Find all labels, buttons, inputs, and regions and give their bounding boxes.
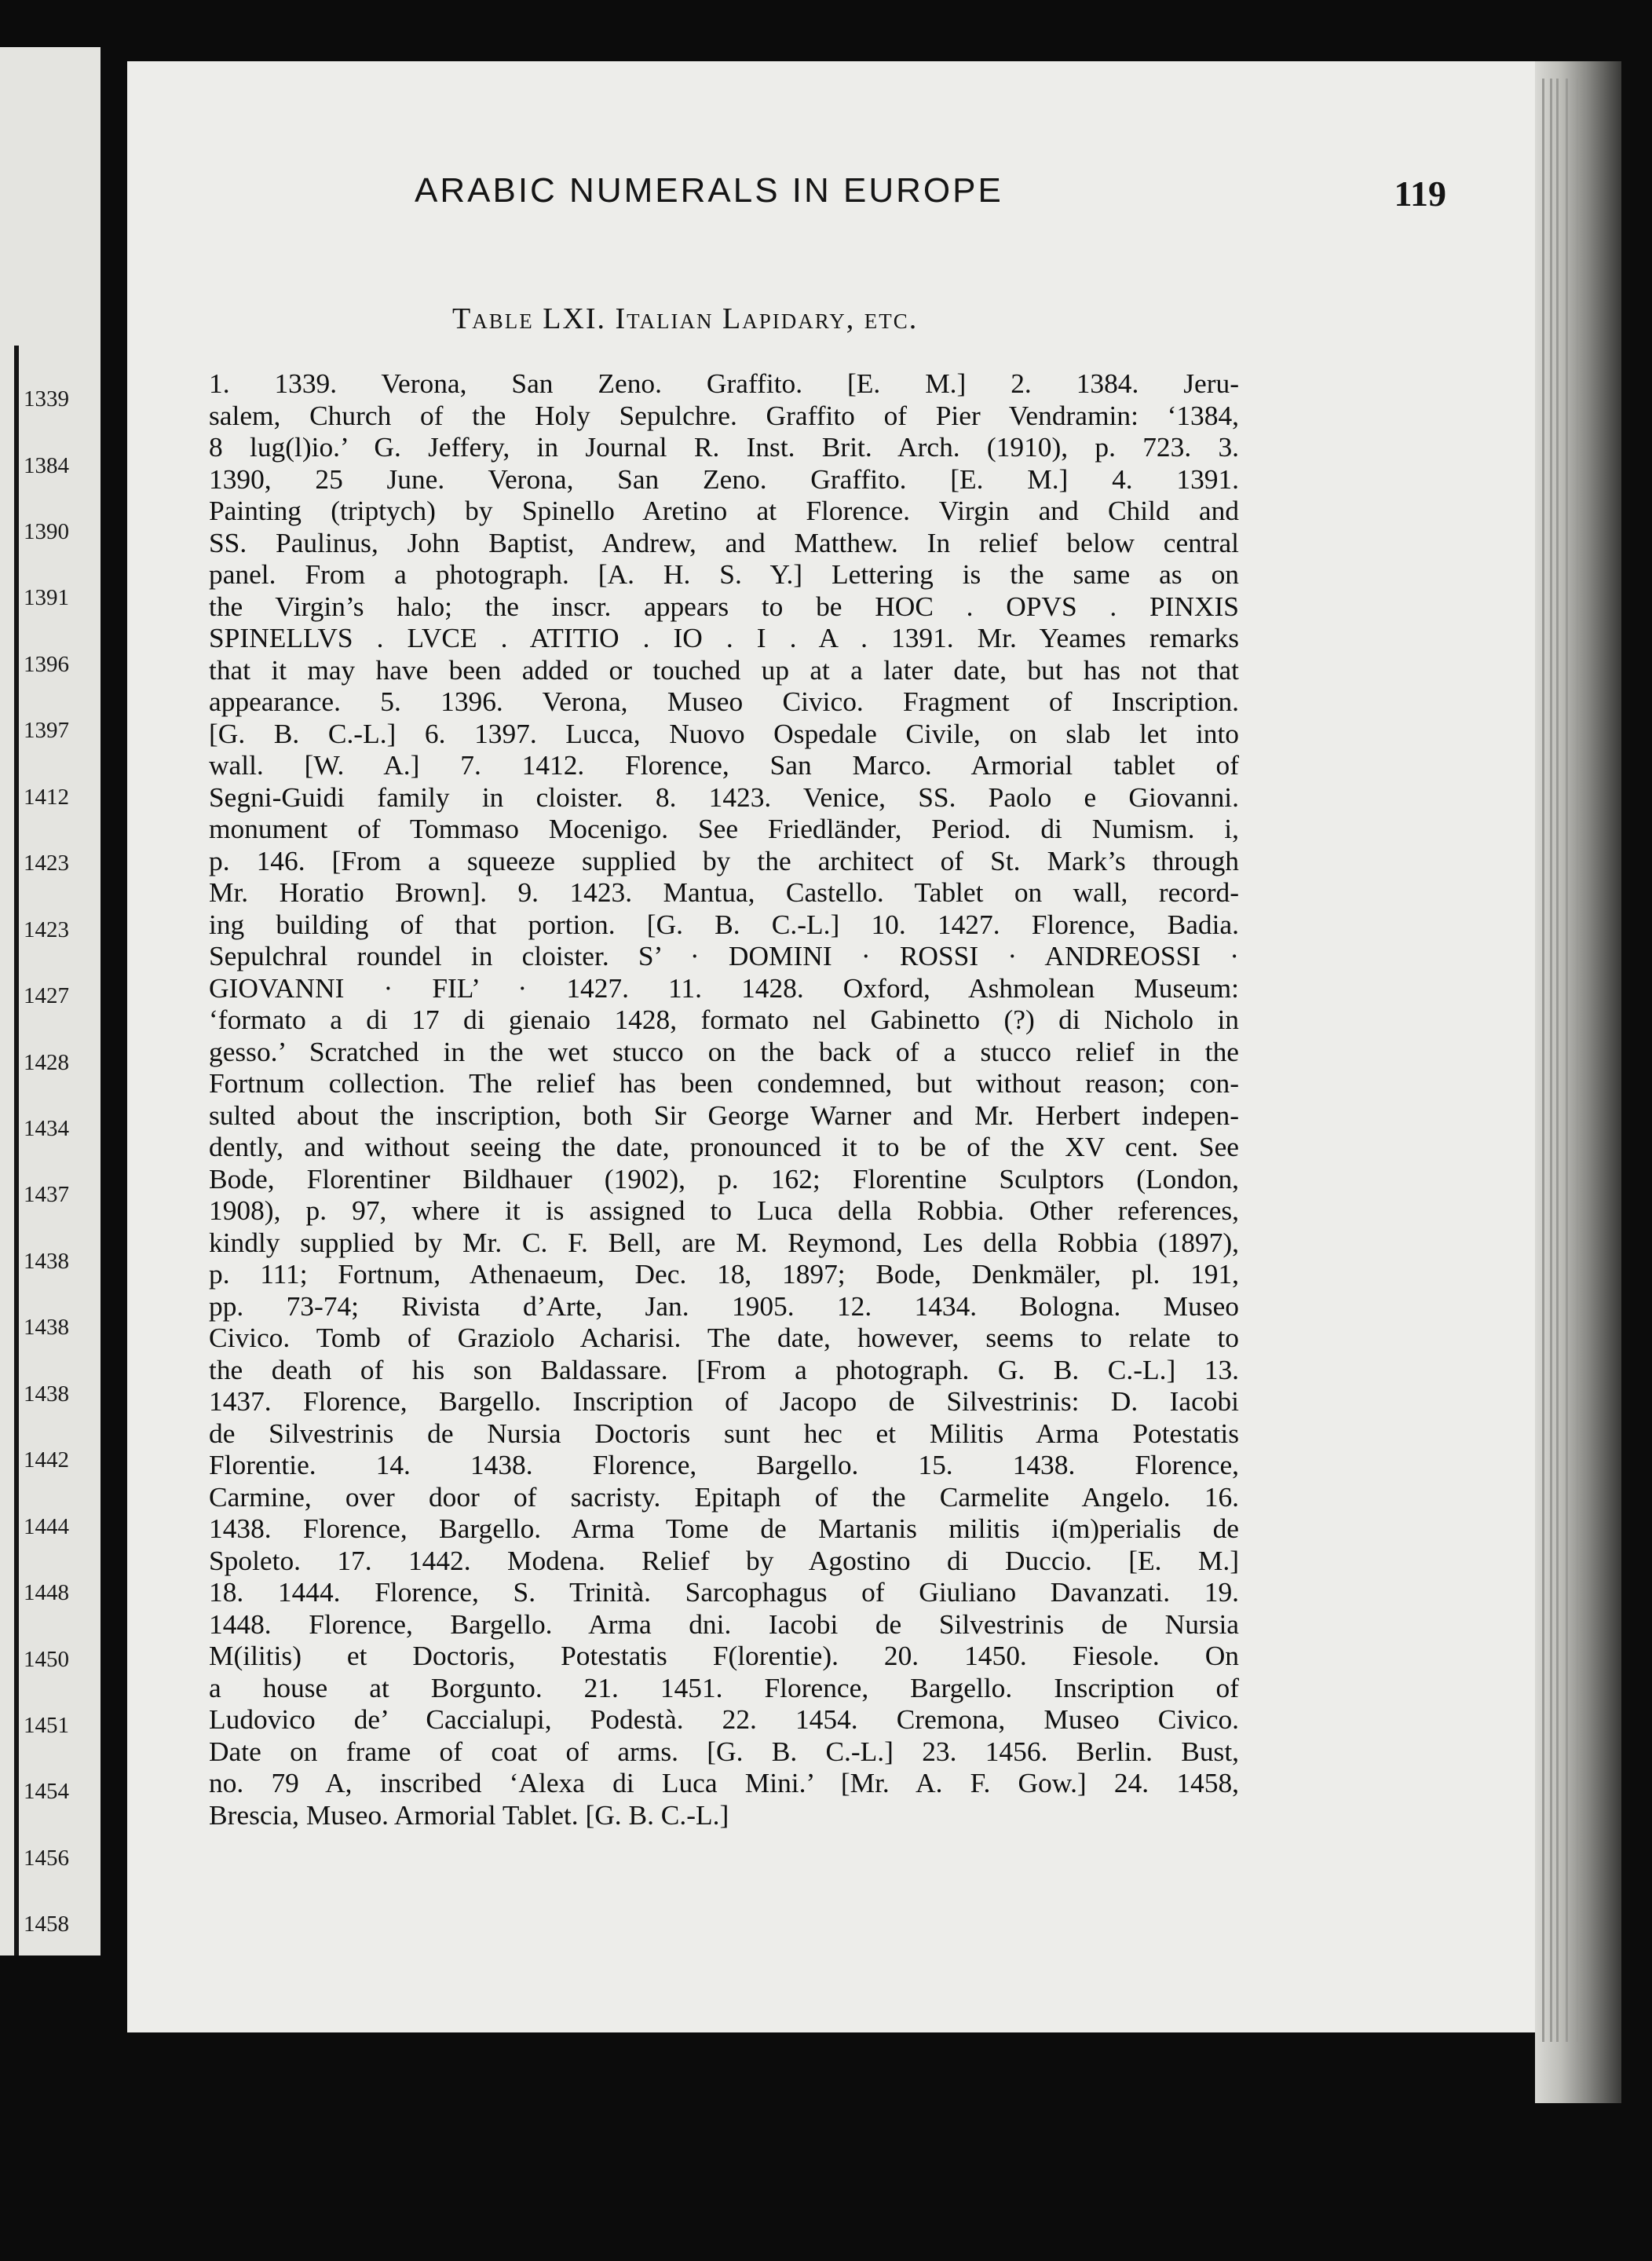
text-line: the Virgin’s halo; the inscr. appears to be HOC . OPVS . PINXIS	[209, 590, 1239, 622]
text-line: Spoleto. 17. 1442. Modena. Relief by Agostino di Duccio. [E. M.]	[209, 1544, 1239, 1576]
margin-date: 1456	[24, 1846, 69, 1871]
margin-date: 1437	[24, 1182, 69, 1207]
text-line: 1908), p. 97, where it is assigned to Luca della Robbia. Other references,	[209, 1195, 1239, 1226]
text-line: wall. [W. A.] 7. 1412. Florence, San Marco. Armorial tablet of	[209, 749, 1239, 781]
margin-date: 1454	[24, 1779, 69, 1804]
margin-date: 1397	[24, 718, 69, 743]
margin-date: 1438	[24, 1249, 69, 1274]
margin-date-column	[20, 47, 99, 1956]
text-line: that it may have been added or touched up at a later date, but has not that	[209, 653, 1239, 686]
running-title: ARABIC NUMERALS IN EUROPE	[415, 171, 1003, 210]
margin-date: 1438	[24, 1315, 69, 1340]
margin-date: 1427	[24, 983, 69, 1008]
margin-date: 1450	[24, 1647, 69, 1672]
margin-date: 1390	[24, 519, 69, 544]
text-line: Ludovico de’ Caccialupi, Podestà. 22. 1454. Cremona, Museo Civico.	[209, 1703, 1239, 1735]
text-line: Segni-Guidi family in cloister. 8. 1423. Venice, SS. Paolo e Giovanni.	[209, 781, 1239, 813]
text-line: 18. 1444. Florence, S. Trinità. Sarcophagus of Giuliano Davanzati. 19.	[209, 1576, 1239, 1608]
text-line: 8 lug(l)io.’ G. Jeffery, in Journal R. Inst. Brit. Arch. (1910), p. 723. 3.	[209, 431, 1239, 463]
margin-date: 1428	[24, 1050, 69, 1075]
text-line: p. 111; Fortnum, Athenaeum, Dec. 18, 1897; Bode, Denkmäler, pl. 191,	[209, 1258, 1239, 1290]
text-line: panel. From a photograph. [A. H. S. Y.] Lettering is the same as on	[209, 558, 1239, 590]
text-line: pp. 73-74; Rivista d’Arte, Jan. 1905. 12. 1434. Bologna. Museo	[209, 1290, 1239, 1322]
text-line: SPINELLVS . LVCE . ATITIO . IO . I . A . 1391. Mr. Yeames remarks	[209, 622, 1239, 653]
page-edge-line	[14, 346, 19, 1956]
text-line: de Silvestrinis de Nursia Doctoris sunt hec et Militis Arma Potestatis	[209, 1417, 1239, 1449]
margin-date: 1396	[24, 652, 69, 677]
table-title: Table LXI. Italian Lapidary, etc.	[452, 302, 919, 335]
margin-date: 1444	[24, 1514, 69, 1539]
text-line: ing building of that portion. [G. B. C.-L.] 10. 1427. Florence, Badia.	[209, 908, 1239, 940]
margin-date: 1438	[24, 1381, 69, 1407]
text-line: p. 146. [From a squeeze supplied by the architect of St. Mark’s through	[209, 844, 1239, 876]
margin-date: 1384	[24, 453, 69, 478]
text-line: no. 79 A, inscribed ‘Alexa di Luca Mini.’ [Mr. A. F. Gow.] 24. 1458,	[209, 1767, 1239, 1798]
text-line: 1448. Florence, Bargello. Arma dni. Iacobi de Silvestrinis de Nursia	[209, 1608, 1239, 1640]
text-line: SS. Paulinus, John Baptist, Andrew, and Matthew. In relief below central	[209, 526, 1239, 558]
text-line: M(ilitis) et Doctoris, Potestatis F(lorentie). 20. 1450. Fiesole. On	[209, 1640, 1239, 1671]
text-line: monument of Tommaso Mocenigo. See Friedländer, Period. di Numism. i,	[209, 813, 1239, 844]
text-line: Mr. Horatio Brown]. 9. 1423. Mantua, Castello. Tablet on wall, record-	[209, 876, 1239, 908]
text-line: sulted about the inscription, both Sir George Warner and Mr. Herbert indepen-	[209, 1099, 1239, 1131]
text-line: kindly supplied by Mr. C. F. Bell, are M. Reymond, Les della Robbia (1897),	[209, 1226, 1239, 1258]
previous-page-edge	[0, 47, 101, 1956]
text-line: Sepulchral roundel in cloister. S’ · DOMINI · ROSSI · ANDREOSSI ·	[209, 940, 1239, 971]
margin-date: 1339	[24, 386, 69, 412]
margin-date: 1412	[24, 785, 69, 810]
text-line: dently, and without seeing the date, pronounced it to be of the XV cent. See	[209, 1131, 1239, 1162]
text-line: 1438. Florence, Bargello. Arma Tome de Martanis militis i(m)perialis de	[209, 1513, 1239, 1544]
text-line: Fortnum collection. The relief has been condemned, but without reason; con-	[209, 1067, 1239, 1099]
margin-date: 1423	[24, 917, 69, 942]
margin-date: 1434	[24, 1116, 69, 1141]
text-line: ‘formato a di 17 di gienaio 1428, formato nel Gabinetto (?) di Nicholo in	[209, 1004, 1239, 1035]
text-line: the death of his son Baldassare. [From a photograph. G. B. C.-L.] 13.	[209, 1353, 1239, 1385]
text-line: salem, Church of the Holy Sepulchre. Graffito of Pier Vendramin: ‘1384,	[209, 399, 1239, 431]
margin-date: 1423	[24, 851, 69, 876]
text-line: 1390, 25 June. Verona, San Zeno. Graffito. [E. M.] 4. 1391.	[209, 463, 1239, 495]
text-line: Carmine, over door of sacristy. Epitaph of the Carmelite Angelo. 16.	[209, 1480, 1239, 1513]
text-line: Bode, Florentiner Bildhauer (1902), p. 162; Florentine Sculptors (London,	[209, 1162, 1239, 1195]
margin-date: 1451	[24, 1713, 69, 1738]
text-line: appearance. 5. 1396. Verona, Museo Civico. Fragment of Inscription.	[209, 686, 1239, 717]
text-line: GIOVANNI · FIL’ · 1427. 11. 1428. Oxford, Ashmolean Museum:	[209, 971, 1239, 1004]
text-line: Date on frame of coat of arms. [G. B. C.-L.] 23. 1456. Berlin. Bust,	[209, 1735, 1239, 1767]
text-line: a house at Borgunto. 21. 1451. Florence, Bargello. Inscription of	[209, 1671, 1239, 1703]
text-line: Civico. Tomb of Graziolo Acharisi. The date, however, seems to relate to	[209, 1322, 1239, 1353]
margin-date: 1458	[24, 1912, 69, 1937]
text-line: 1437. Florence, Bargello. Inscription of Jacopo de Silvestrinis: D. Iacobi	[209, 1385, 1239, 1417]
body-text	[209, 368, 1239, 1831]
margin-date: 1391	[24, 585, 69, 610]
margin-date: 1448	[24, 1580, 69, 1605]
text-line: 1. 1339. Verona, San Zeno. Graffito. [E. M.] 2. 1384. Jeru-	[209, 368, 1239, 399]
text-line: gesso.’ Scratched in the wet stucco on the back of a stucco relief in the	[209, 1035, 1239, 1067]
page-gutter	[1539, 79, 1602, 2042]
text-line: Florentie. 14. 1438. Florence, Bargello. 15. 1438. Florence,	[209, 1449, 1239, 1480]
page-number: 119	[1394, 174, 1446, 214]
text-line: Painting (triptych) by Spinello Aretino at Florence. Virgin and Child and	[209, 495, 1239, 526]
text-line: [G. B. C.-L.] 6. 1397. Lucca, Nuovo Ospedale Civile, on slab let into	[209, 717, 1239, 749]
text-line: Brescia, Museo. Armorial Tablet. [G. B. C.-L.]	[209, 1798, 729, 1831]
margin-date: 1442	[24, 1447, 69, 1473]
running-head	[284, 171, 1446, 218]
